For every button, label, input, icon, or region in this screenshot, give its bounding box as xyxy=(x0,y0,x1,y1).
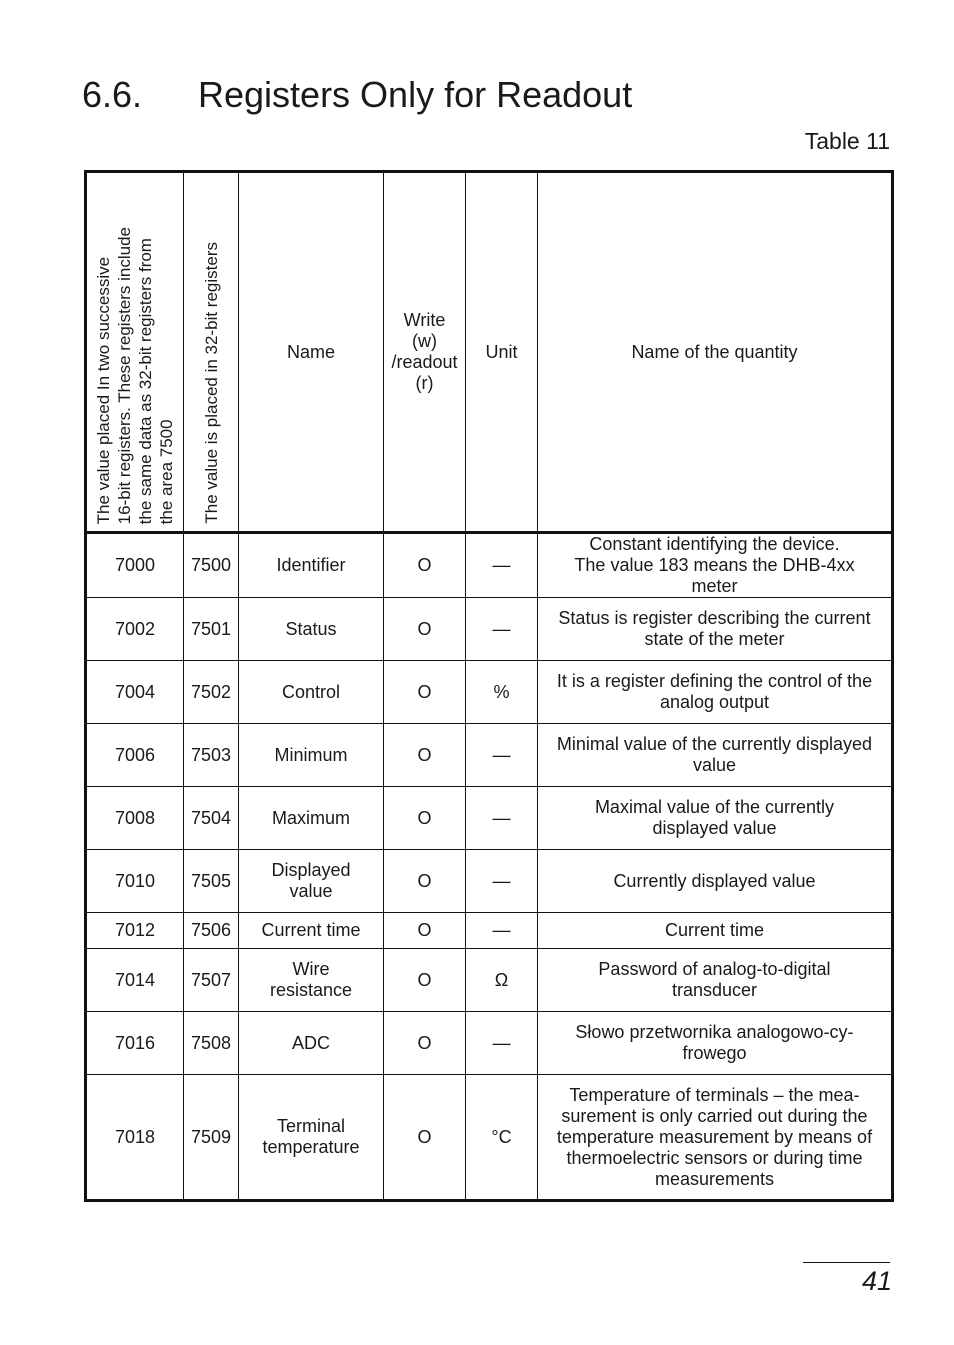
cell-register-16: 7014 xyxy=(86,949,184,1012)
cell-access: O xyxy=(384,724,466,787)
page-number: 41 xyxy=(861,1266,892,1296)
cell-register-32: 7501 xyxy=(184,598,239,661)
table-row xyxy=(86,913,893,949)
cell-register-32: 7508 xyxy=(184,1012,239,1075)
cell-name: Identifier xyxy=(239,533,384,598)
footer-rule xyxy=(803,1262,890,1263)
cell-unit: — xyxy=(466,598,538,661)
table-row xyxy=(86,533,893,598)
cell-unit: — xyxy=(466,724,538,787)
cell-access: O xyxy=(384,1075,466,1201)
header-quantity: Name of the quantity xyxy=(538,172,893,533)
cell-unit: — xyxy=(466,913,538,949)
cell-register-32: 7509 xyxy=(184,1075,239,1201)
cell-name: Control xyxy=(239,661,384,724)
cell-register-32: 7502 xyxy=(184,661,239,724)
header-row xyxy=(86,172,893,533)
cell-register-16: 7000 xyxy=(86,533,184,598)
header-unit: Unit xyxy=(466,172,538,533)
cell-access: O xyxy=(384,913,466,949)
cell-access: O xyxy=(384,598,466,661)
cell-quantity: Current time xyxy=(538,913,893,949)
cell-quantity: Maximal value of the currently displayed value xyxy=(538,787,893,850)
header-32bit-register: The value is placed in 32-bit registers xyxy=(184,172,239,533)
cell-register-16: 7010 xyxy=(86,850,184,913)
table-row xyxy=(86,1012,893,1075)
cell-unit: — xyxy=(466,850,538,913)
cell-unit: — xyxy=(466,533,538,598)
cell-name: Terminal temperature xyxy=(239,1075,384,1201)
header-16bit-register: The value placed In two successive 16-bit registers. These registers include the same data as 32-bit registers from the area 7500 xyxy=(86,172,184,533)
cell-quantity: Temperature of terminals – the mea- surement is only carried out during the temperature measurement by means of thermoelectric sensors or during time measurements xyxy=(538,1075,893,1201)
cell-name: ADC xyxy=(239,1012,384,1075)
cell-name: Minimum xyxy=(239,724,384,787)
cell-unit: Ω xyxy=(466,949,538,1012)
cell-register-16: 7006 xyxy=(86,724,184,787)
cell-name: Current time xyxy=(239,913,384,949)
registers-table xyxy=(84,170,894,1202)
cell-register-16: 7004 xyxy=(86,661,184,724)
table-caption: Table 11 xyxy=(804,128,890,154)
cell-name: Wire resistance xyxy=(239,949,384,1012)
cell-register-32: 7507 xyxy=(184,949,239,1012)
table-row xyxy=(86,949,893,1012)
cell-name: Maximum xyxy=(239,787,384,850)
cell-access: O xyxy=(384,1012,466,1075)
cell-quantity: Słowo przetwornika analogowo-cy- frowego xyxy=(538,1012,893,1075)
cell-register-32: 7500 xyxy=(184,533,239,598)
cell-name: Displayed value xyxy=(239,850,384,913)
table-row xyxy=(86,850,893,913)
cell-unit: °C xyxy=(466,1075,538,1201)
header-write-readout: Write (w) /readout (r) xyxy=(384,172,466,533)
cell-register-16: 7016 xyxy=(86,1012,184,1075)
section-heading xyxy=(82,74,632,116)
cell-register-32: 7505 xyxy=(184,850,239,913)
cell-register-16: 7012 xyxy=(86,913,184,949)
cell-unit: — xyxy=(466,1012,538,1075)
table-row xyxy=(86,787,893,850)
cell-access: O xyxy=(384,533,466,598)
cell-unit: % xyxy=(466,661,538,724)
cell-access: O xyxy=(384,661,466,724)
table-row xyxy=(86,1075,893,1201)
cell-register-32: 7506 xyxy=(184,913,239,949)
cell-access: O xyxy=(384,787,466,850)
cell-quantity: Constant identifying the device. The value 183 means the DHB-4xx meter xyxy=(538,533,893,598)
table-row xyxy=(86,598,893,661)
table-row xyxy=(86,661,893,724)
cell-name: Status xyxy=(239,598,384,661)
header-name: Name xyxy=(239,172,384,533)
cell-access: O xyxy=(384,949,466,1012)
cell-quantity: Password of analog-to-digital transducer xyxy=(538,949,893,1012)
cell-access: O xyxy=(384,850,466,913)
table-row xyxy=(86,724,893,787)
cell-quantity: Currently displayed value xyxy=(538,850,893,913)
section-number: 6.6. xyxy=(82,74,143,115)
section-title: Registers Only for Readout xyxy=(198,74,633,115)
cell-register-32: 7503 xyxy=(184,724,239,787)
cell-quantity: It is a register defining the control of the analog output xyxy=(538,661,893,724)
cell-register-16: 7008 xyxy=(86,787,184,850)
cell-register-32: 7504 xyxy=(184,787,239,850)
cell-quantity: Status is register describing the current state of the meter xyxy=(538,598,893,661)
cell-register-16: 7018 xyxy=(86,1075,184,1201)
cell-quantity: Minimal value of the currently displayed value xyxy=(538,724,893,787)
cell-unit: — xyxy=(466,787,538,850)
cell-register-16: 7002 xyxy=(86,598,184,661)
